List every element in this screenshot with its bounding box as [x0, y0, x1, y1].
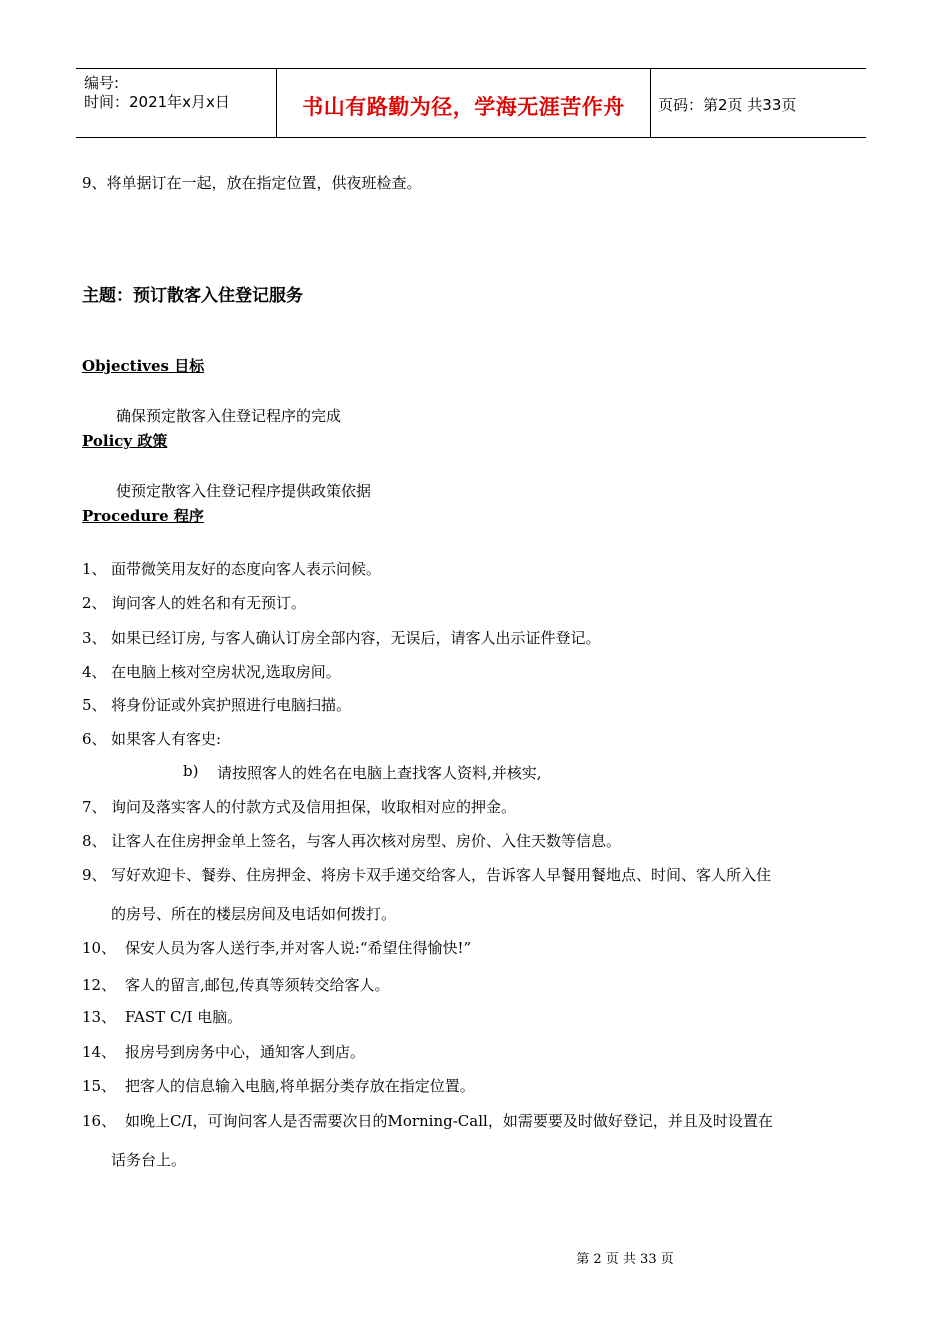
procedure-item-number: 1、: [82, 560, 107, 578]
procedure-item-number: 16、: [82, 1112, 117, 1130]
procedure-item-number: 6、: [82, 730, 107, 748]
procedure-item-number: 4、: [82, 663, 107, 681]
procedure-item-text: 如果客人有客史:: [111, 730, 222, 748]
procedure-item-text: 询问及落实客人的付款方式及信用担保，收取相对应的押金。: [111, 798, 517, 816]
procedure-item-number: 3、: [82, 629, 107, 647]
procedure-item-number: 5、: [82, 696, 107, 714]
procedure-item-text: FAST C/I 电脑。: [125, 1008, 243, 1026]
procedure-item-text: 保安人员为客人送行李,并对客人说:“希望住得愉快!”: [125, 939, 472, 957]
procedure-item-text: 面带微笑用友好的态度向客人表示问候。: [111, 560, 382, 578]
procedure-item-text: 让客人在住房押金单上签名，与客人再次核对房型、房价、入住天数等信息。: [111, 832, 622, 850]
procedure-item-text: 报房号到房务中心，通知客人到店。: [125, 1043, 366, 1061]
procedure-item-text: 客人的留言,邮包,传真等须转交给客人。: [125, 976, 390, 994]
procedure-item-text: 如果已经订房, 与客人确认订房全部内容，无误后，请客人出示证件登记。: [111, 629, 601, 647]
procedure-item-continuation: 的房号、所在的楼层房间及电话如何拨打。: [111, 905, 397, 923]
procedure-item-number: 14、: [82, 1043, 117, 1061]
procedure-item-number: 9、: [82, 866, 107, 884]
header-motto-cell: [276, 69, 651, 137]
footer-page-number: 第 2 页 共 33 页: [576, 1252, 674, 1267]
procedure-item-text: 把客人的信息输入电脑,将单据分类存放在指定位置。: [125, 1077, 475, 1095]
objectives-text: 确保预定散客入住登记程序的完成: [116, 407, 342, 425]
procedure-item-text: 在电脑上核对空房状况,选取房间。: [111, 663, 341, 681]
topic-title: 主题：预订散客入住登记服务: [82, 286, 303, 306]
header-page-cell: [650, 69, 866, 137]
page-footer: [0, 1248, 950, 1267]
procedure-item-number: 10、: [82, 939, 117, 957]
procedure-item-number: 7、: [82, 798, 107, 816]
procedure-item-number: 12、: [82, 976, 117, 994]
header-meta-cell: [76, 69, 276, 137]
document-number-label: 编号:: [84, 74, 120, 92]
procedure-item-text: 将身份证或外宾护照进行电脑扫描。: [111, 696, 352, 714]
page-info: 页码：第2页 共33页: [658, 96, 797, 114]
document-header: [76, 68, 866, 138]
policy-heading: Policy 政策: [82, 432, 168, 450]
procedure-item-text: 请按照客人的姓名在电脑上查找客人资料,并核实,: [217, 764, 542, 782]
previous-item: 9、将单据订在一起，放在指定位置，供夜班检查。: [82, 174, 422, 192]
motto-text: 书山有路勤为径，学海无涯苦作舟: [302, 95, 625, 119]
procedure-item-number: 2、: [82, 594, 107, 612]
procedure-heading: Procedure 程序: [82, 507, 204, 525]
procedure-item-text: 如晚上C/I，可询问客人是否需要次日的Morning-Call，如需要要及时做好登记，并且及时设置在: [125, 1112, 773, 1130]
procedure-item-number: 15、: [82, 1077, 117, 1095]
procedure-item-number: 8、: [82, 832, 107, 850]
procedure-item-text: 写好欢迎卡、餐券、住房押金、将房卡双手递交给客人，告诉客人早餐用餐地点、时间、客人所入住: [111, 866, 772, 884]
procedure-item-number: 13、: [82, 1008, 117, 1026]
procedure-item-continuation: 话务台上。: [111, 1151, 187, 1169]
policy-text: 使预定散客入住登记程序提供政策依据: [116, 482, 372, 500]
document-time-label: 时间：2021年x月x日: [84, 93, 230, 111]
procedure-item-number: b): [183, 762, 199, 780]
procedure-item-text: 询问客人的姓名和有无预订。: [111, 594, 307, 612]
objectives-heading: Objectives 目标: [82, 357, 205, 375]
